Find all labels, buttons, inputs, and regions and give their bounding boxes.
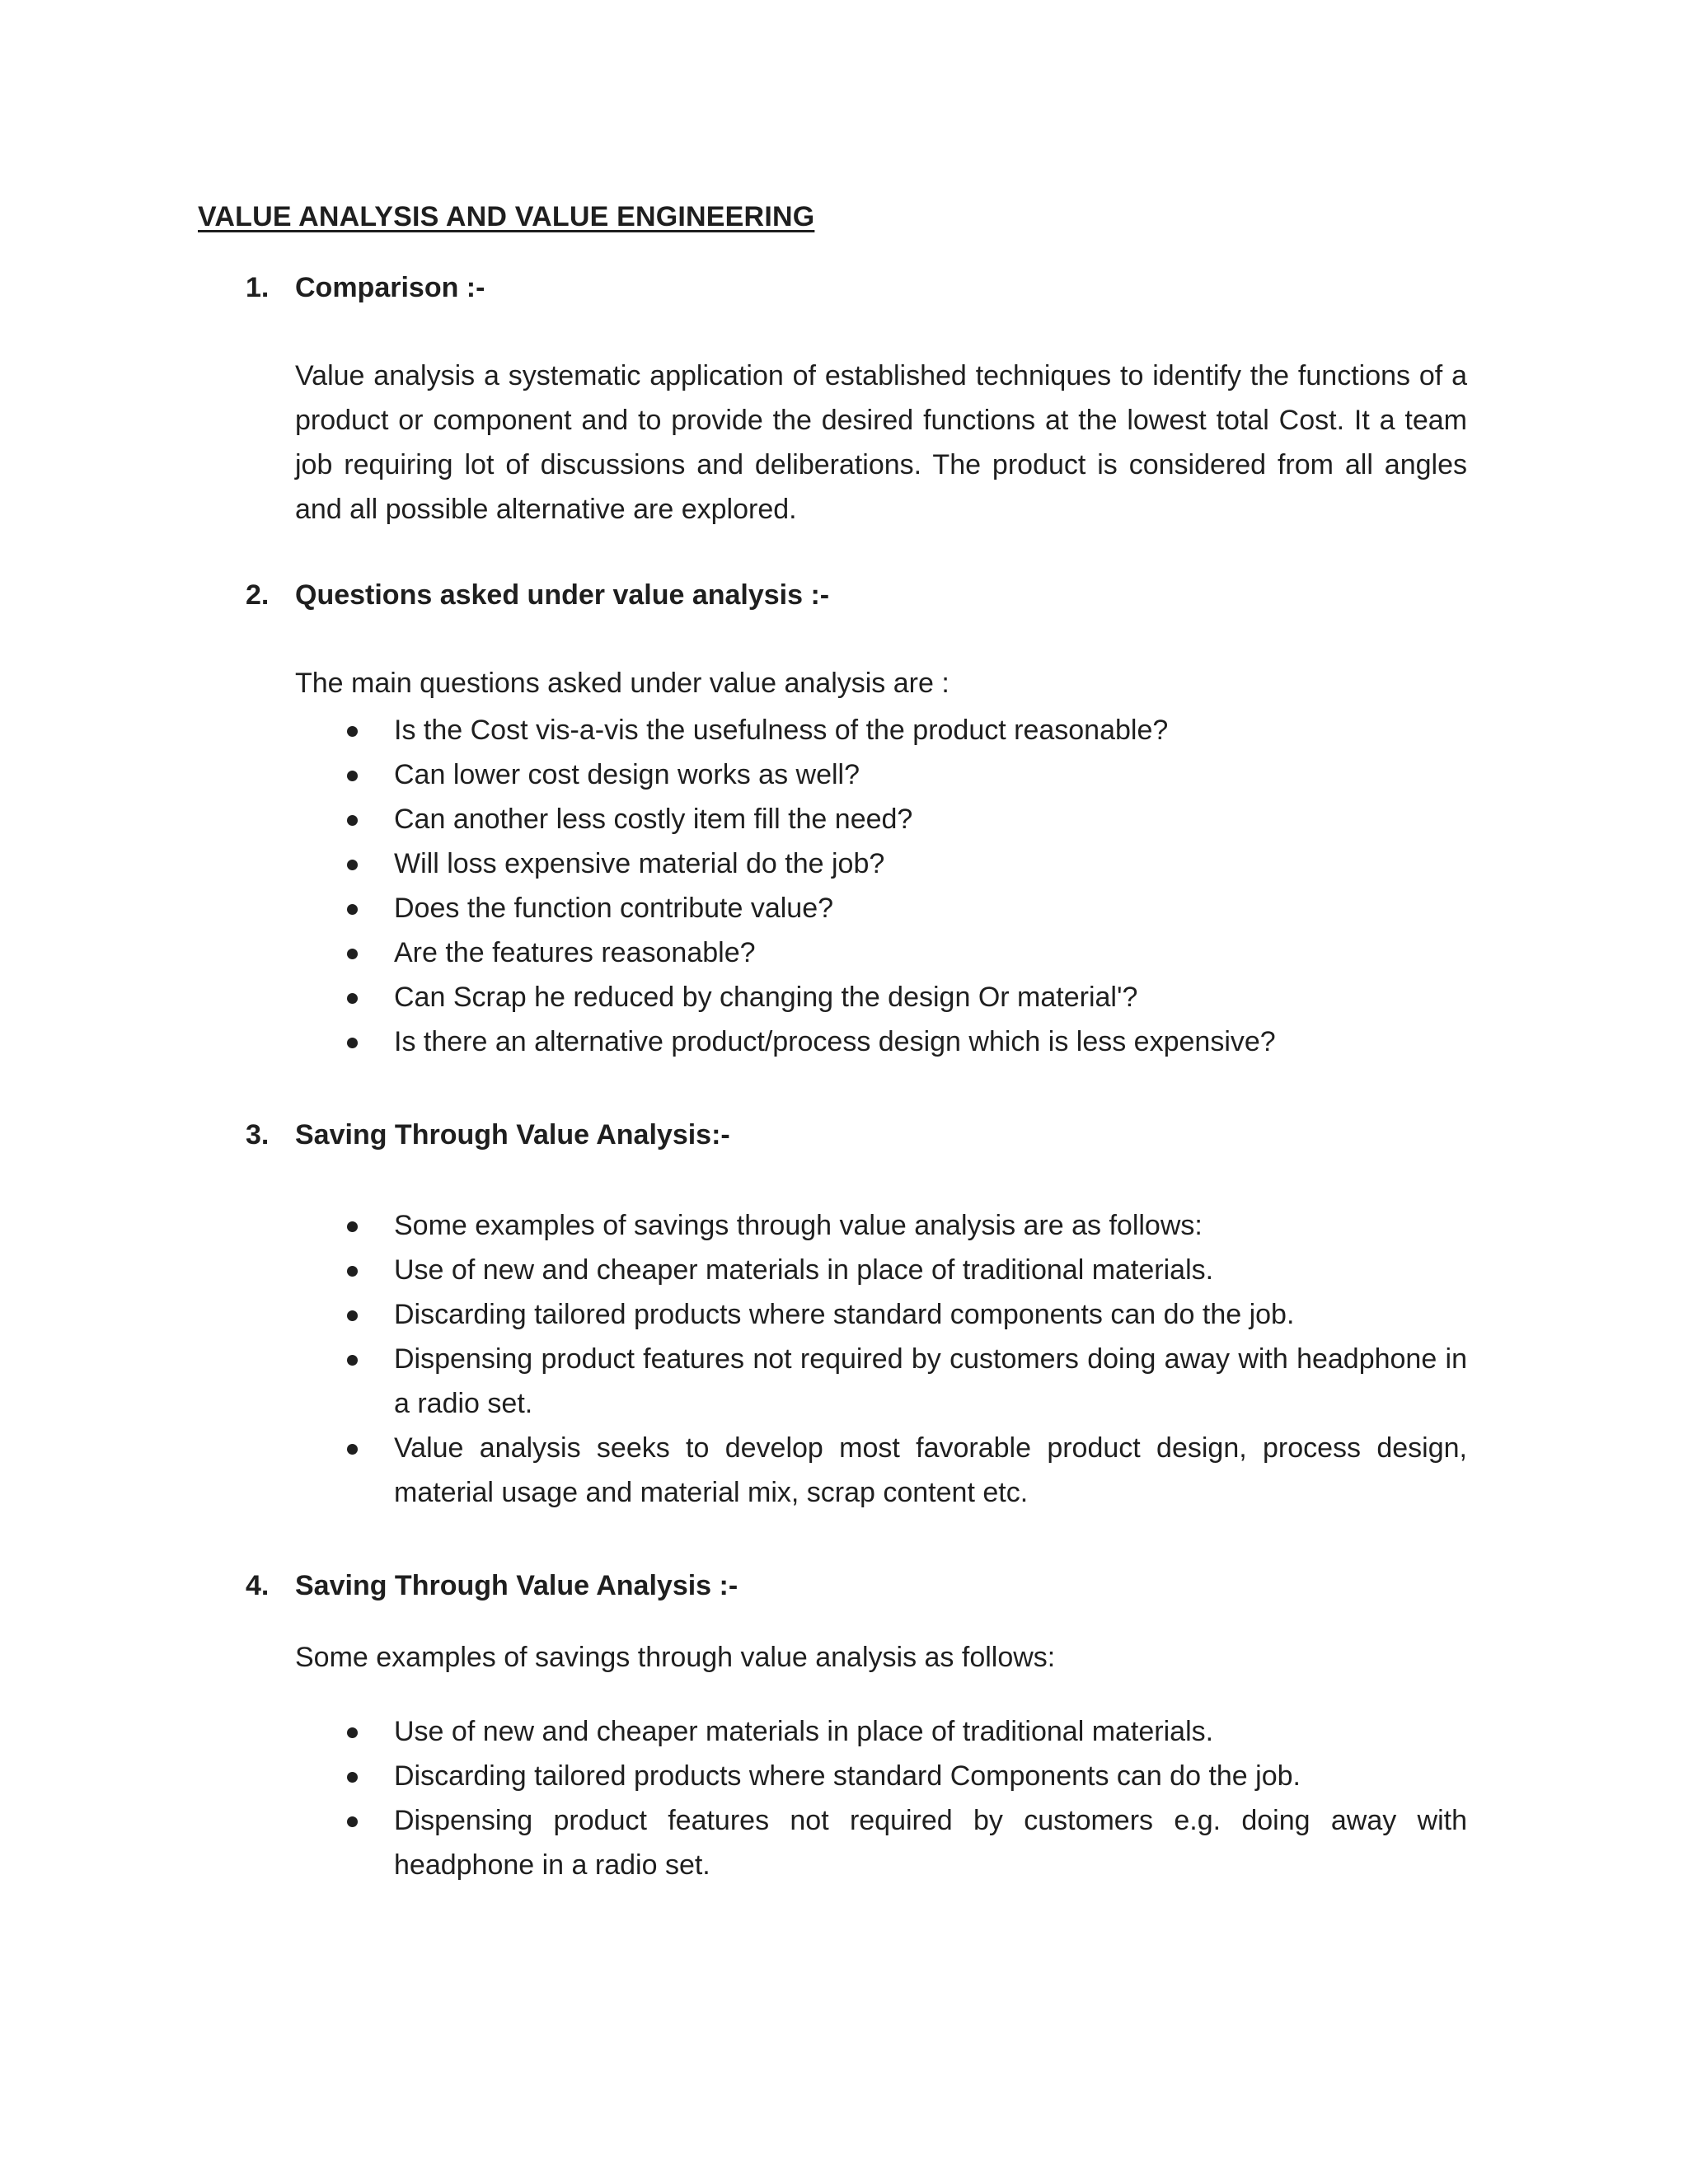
bullet-icon [347, 815, 358, 826]
bullet-icon [347, 860, 358, 870]
section-number: 4. [246, 1570, 270, 1601]
section-1-paragraph: Value analysis a systematic application of established techniques to identify the functions of a product or component and to provide the desired functions at the lowest total Cost. It a team job requiring lot of discussions and deliberations. The product is considered from all angles and all possible alternative are explored. [295, 360, 1467, 525]
bullet-icon [347, 1444, 358, 1455]
list-item [295, 1709, 1467, 1754]
list-item-text: Can another less costly item fill the need? [394, 804, 913, 835]
bullet-icon [347, 1772, 358, 1783]
list-item [295, 1248, 1467, 1292]
section-heading-text: Questions asked under value analysis :- [295, 579, 830, 611]
list-item-text: Dispensing product features not required by customers doing away with headphone in a radio set. [394, 1343, 1467, 1419]
section-heading-text: Saving Through Value Analysis:- [295, 1119, 730, 1151]
section-number: 2. [246, 579, 270, 611]
section-2-question-list [295, 708, 1467, 1064]
bullet-icon [347, 904, 358, 915]
list-item-text: Some examples of savings through value analysis are as follows: [394, 1210, 1203, 1241]
bullet-icon [347, 1266, 358, 1277]
section-3-heading [246, 1119, 730, 1151]
document-title: VALUE ANALYSIS AND VALUE ENGINEERING [198, 201, 815, 232]
bullet-icon [347, 993, 358, 1004]
list-item [295, 1203, 1467, 1248]
section-2-heading [246, 579, 829, 612]
list-item-text: Discarding tailored products where standard components can do the job. [394, 1299, 1295, 1330]
bullet-icon [347, 1816, 358, 1827]
list-item [295, 708, 1467, 752]
list-item [295, 1292, 1467, 1337]
list-item [295, 1019, 1467, 1064]
list-item-text: Will loss expensive material do the job? [394, 848, 885, 879]
section-number: 3. [246, 1119, 270, 1151]
section-3-savings-list [295, 1203, 1467, 1515]
section-heading-text: Comparison :- [295, 272, 485, 303]
bullet-icon [347, 771, 358, 781]
list-item [295, 1754, 1467, 1798]
list-item [295, 841, 1467, 886]
list-item [295, 886, 1467, 930]
list-item [295, 797, 1467, 841]
list-item-text: Use of new and cheaper materials in place of traditional materials. [394, 1716, 1214, 1747]
section-4-intro: Some examples of savings through value analysis as follows: [295, 1642, 1056, 1673]
list-item-text: Dispensing product features not required by customers e.g. doing away with headphone in a radio set. [394, 1805, 1467, 1881]
bullet-icon [347, 949, 358, 959]
list-item-text: Is the Cost vis-a-vis the usefulness of the product reasonable? [394, 715, 1169, 746]
bullet-icon [347, 1038, 358, 1048]
bullet-icon [347, 1221, 358, 1232]
section-4-savings-list [295, 1709, 1467, 1887]
bullet-icon [347, 726, 358, 737]
list-item [295, 1426, 1467, 1515]
list-item [295, 930, 1467, 975]
list-item-text: Discarding tailored products where standard Components can do the job. [394, 1760, 1301, 1792]
list-item [295, 1337, 1467, 1426]
list-item-text: Does the function contribute value? [394, 893, 834, 924]
section-number: 1. [246, 272, 270, 303]
list-item-text: Can lower cost design works as well? [394, 759, 860, 790]
list-item-text: Is there an alternative product/process design which is less expensive? [394, 1026, 1276, 1057]
bullet-icon [347, 1727, 358, 1738]
list-item [295, 975, 1467, 1019]
section-heading-text: Saving Through Value Analysis :- [295, 1570, 738, 1601]
list-item-text: Value analysis seeks to develop most favorable product design, process design, material usage and material mix, scrap content etc. [394, 1432, 1467, 1508]
list-item-text: Are the features reasonable? [394, 937, 756, 968]
list-item-text: Use of new and cheaper materials in place of traditional materials. [394, 1254, 1214, 1286]
list-item [295, 752, 1467, 797]
list-item-text: Can Scrap he reduced by changing the design Or material'? [394, 982, 1138, 1013]
list-item [295, 1798, 1467, 1887]
bullet-icon [347, 1310, 358, 1321]
section-4-heading [246, 1570, 738, 1602]
section-1-heading [246, 272, 485, 304]
bullet-icon [347, 1355, 358, 1366]
section-2-intro: The main questions asked under value analysis are : [295, 668, 950, 699]
